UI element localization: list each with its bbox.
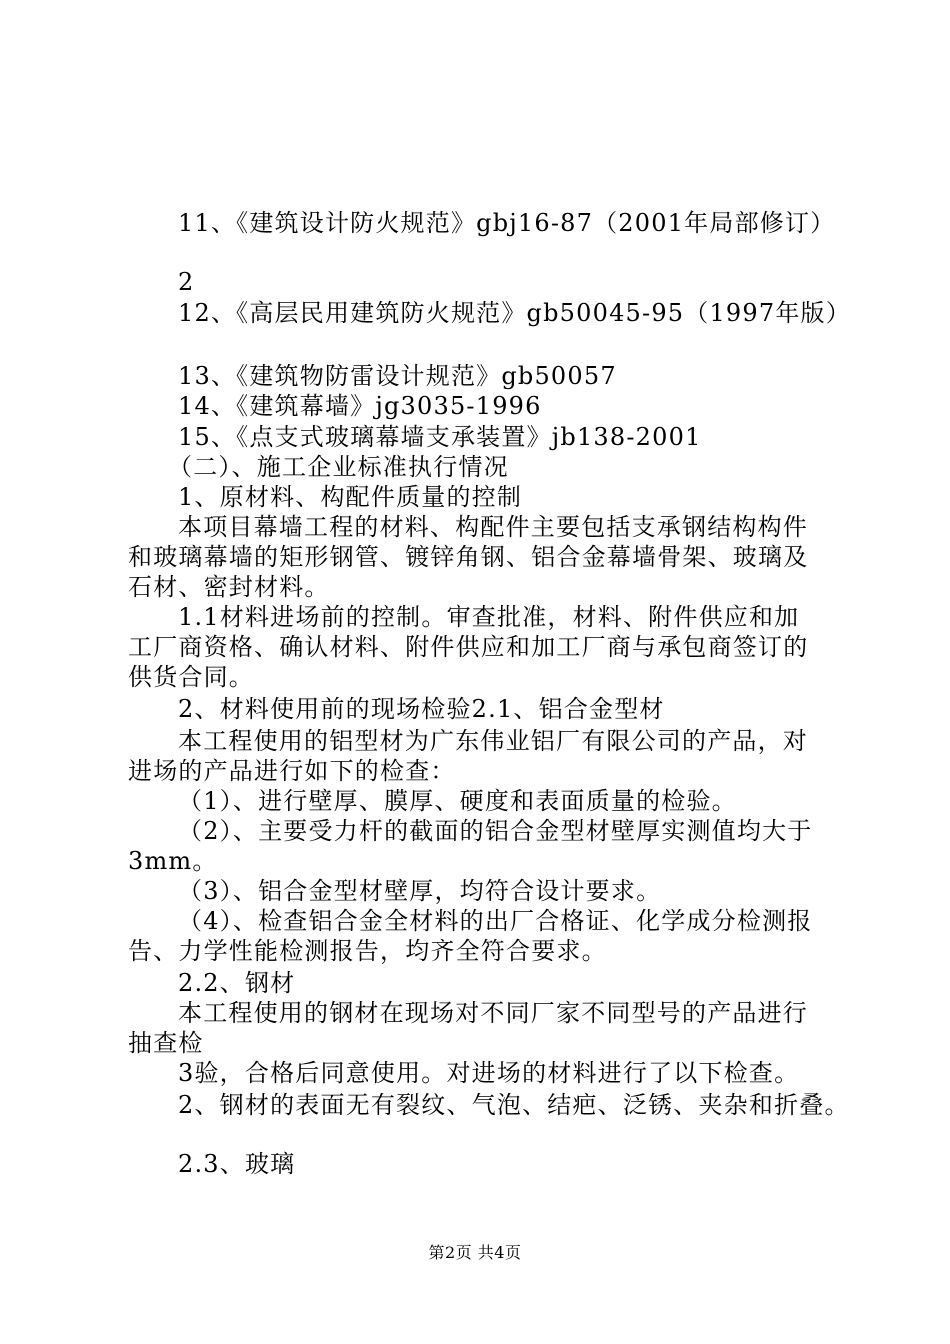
text-line: 本工程使用的钢材在现场对不同厂家不同型号的产品进行 xyxy=(178,999,808,1027)
text-line: 3验，合格后同意使用。对进场的材料进行了以下检查。 xyxy=(178,1059,800,1087)
text-line: 进场的产品进行如下的检查： xyxy=(128,757,456,785)
text-line: 13、《建筑物防雷设计规范》gb50057 xyxy=(178,362,617,390)
subsection-heading: 2.2、钢材 xyxy=(178,969,296,997)
subsection-heading: 1、原材料、构配件质量的控制 xyxy=(178,483,523,511)
text-line: （2）、主要受力杆的截面的铝合金型材壁厚实测值均大于 xyxy=(178,817,813,845)
text-line: 和玻璃幕墙的矩形钢管、镀锌角钢、铝合金幕墙骨架、玻璃及 xyxy=(128,543,809,571)
text-line: （4）、检查铝合金全材料的出厂合格证、化学成分检测报 xyxy=(178,907,813,935)
subsection-heading: 2、材料使用前的现场检验2.1、铝合金型材 xyxy=(178,695,665,723)
text-line: 3mm。 xyxy=(128,847,218,875)
page-footer: 第2页 共4页 xyxy=(428,1243,522,1262)
text-line: 告、力学性能检测报告，均齐全符合要求。 xyxy=(128,937,607,965)
text-line: （3）、铝合金型材壁厚，均符合设计要求。 xyxy=(178,877,662,905)
section-heading: （二）、施工企业标准执行情况 xyxy=(168,453,509,481)
text-line: 本项目幕墙工程的材料、构配件主要包括支承钢结构构件 xyxy=(178,513,808,541)
text-line: 1.1材料进场前的控制。审查批准，材料、附件供应和加 xyxy=(178,603,800,631)
text-line: 14、《建筑幕墙》jg3035-1996 xyxy=(178,392,542,420)
text-line: 11、《建筑设计防火规范》gbj16-87（2001年局部修订） xyxy=(178,209,836,237)
subsection-heading: 2.3、玻璃 xyxy=(178,1150,296,1178)
page-number-marker: 2 xyxy=(178,268,195,296)
text-line: 供货合同。 xyxy=(128,663,254,691)
text-line: 12、《高层民用建筑防火规范》gb50045-95（1997年版） xyxy=(178,299,851,327)
text-line: 本工程使用的铝型材为广东伟业铝厂有限公司的产品，对 xyxy=(178,727,808,755)
text-line: 工厂商资格、确认材料、附件供应和加工厂商与承包商签订的 xyxy=(128,633,809,661)
text-line: 抽查检 xyxy=(128,1029,204,1057)
text-line: 2、钢材的表面无有裂纹、气泡、结疤、泛锈、夹杂和折叠。 xyxy=(178,1091,850,1119)
text-line: 15、《点支式玻璃幕墙支承装置》jb138-2001 xyxy=(178,423,702,451)
text-line: （1）、进行壁厚、膜厚、硬度和表面质量的检验。 xyxy=(178,787,737,815)
text-line: 石材、密封材料。 xyxy=(128,573,330,601)
